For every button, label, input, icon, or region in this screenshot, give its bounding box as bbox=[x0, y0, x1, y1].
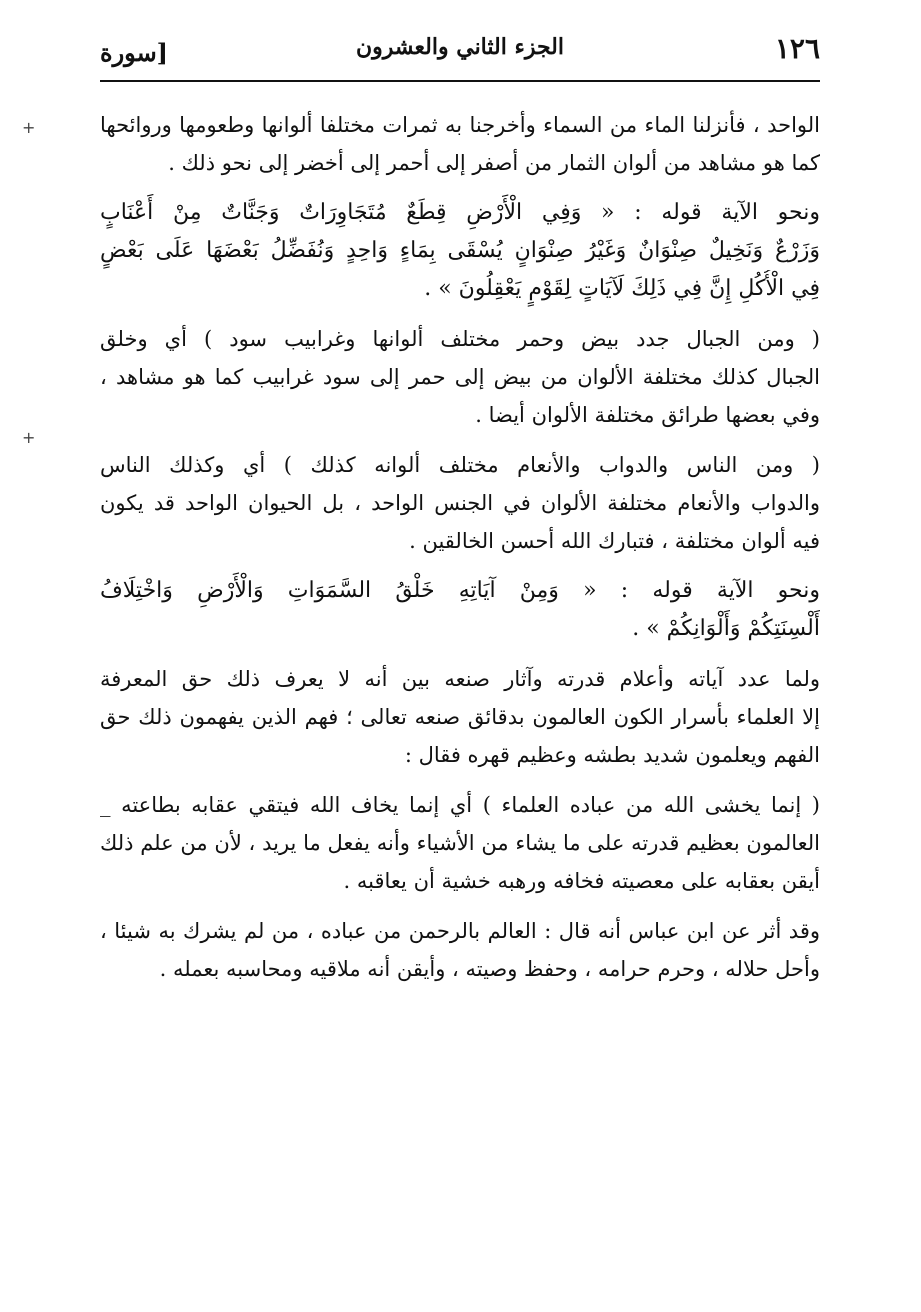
page-body bbox=[100, 106, 820, 1000]
quran-verse-paragraph bbox=[100, 194, 820, 308]
text-line: العالمون بعظيم قدرته على ما يشاء من الأشياء وأنه يفعل ما يريد ، لأن من علم ذلك bbox=[100, 831, 820, 855]
text-line: الجبال كذلك مختلفة الألوان من بيض إلى حمر إلى سود غرابيب كما هو مشاهد ، bbox=[100, 365, 820, 389]
quran-verse-paragraph bbox=[100, 572, 820, 648]
surah-label: [سورة bbox=[100, 38, 169, 67]
text-line: إلا العلماء بأسرار الكون العالمون بدقائق صنعه تعالى ؛ فهم الذين يفهمون ذلك حق bbox=[100, 705, 820, 729]
text-line: ( إنما يخشى الله من عباده العلماء ) أي إنما يخاف الله فيتقي عقابه بطاعته _ bbox=[100, 793, 820, 817]
text-line: فِي الْأُكُلِ إِنَّ فِي ذَلِكَ لَآيَاتٍ لِقَوْمٍ يَعْقِلُونَ » . bbox=[424, 276, 820, 301]
text-paragraph bbox=[100, 106, 820, 182]
text-line: الواحد ، فأنزلنا الماء من السماء وأخرجنا به ثمرات مختلفا ألوانها وطعومها وروائحها bbox=[100, 113, 820, 137]
text-line: فيه ألوان مختلفة ، فتبارك الله أحسن الخالقين . bbox=[409, 529, 820, 553]
text-line: أَلْسِنَتِكُمْ وَأَلْوَانِكُمْ » . bbox=[632, 616, 820, 641]
page-header bbox=[100, 32, 820, 78]
text-line: والدواب والأنعام مختلفة الألوان في الجنس الواحد ، بل الحيوان الواحد قد يكون bbox=[100, 491, 820, 515]
text-line: ( ومن الجبال جدد بيض وحمر مختلف ألوانها وغرابيب سود ) أي وخلق bbox=[100, 327, 820, 351]
margin-mark: + bbox=[22, 428, 36, 447]
text-line: الفهم ويعلمون شديد بطشه وعظيم قهره فقال : bbox=[404, 743, 820, 767]
header-rule bbox=[100, 80, 820, 82]
text-line: وأحل حلاله ، وحرم حرامه ، وحفظ وصيته ، وأيقن أنه ملاقيه ومحاسبه بعمله . bbox=[159, 957, 820, 981]
text-paragraph bbox=[100, 660, 820, 774]
text-line: ( ومن الناس والدواب والأنعام مختلف ألوانه كذلك ) أي وكذلك الناس bbox=[100, 453, 820, 477]
margin-mark: + bbox=[22, 118, 36, 137]
page-number: ١٢٦ bbox=[774, 32, 820, 65]
text-line: ولما عدد آياته وأعلام قدرته وآثار صنعه بين أنه لا يعرف ذلك حق المعرفة bbox=[100, 667, 820, 691]
text-paragraph bbox=[100, 446, 820, 560]
text-line: وقد أثر عن ابن عباس أنه قال : العالم بالرحمن من عباده ، من لم يشرك به شيئا ، bbox=[100, 919, 820, 943]
text-line: ونحو الآية قوله : « وَمِنْ آيَاتِهِ خَلْقُ السَّمَوَاتِ وَالْأَرْضِ وَاخْتِلَافُ bbox=[100, 578, 820, 603]
text-line: أيقن بعقابه على معصيته فخافه ورهبه خشية أن يعاقبه . bbox=[343, 869, 820, 893]
text-line: كما هو مشاهد من ألوان الثمار من أصفر إلى أحمر إلى أخضر إلى نحو ذلك . bbox=[168, 151, 820, 175]
text-line: وَزَرْعٌ وَنَخِيلٌ صِنْوَانٌ وَغَيْرُ صِنْوَانٍ يُسْقَى بِمَاءٍ وَاحِدٍ وَنُفَضِّلُ بَعْضَهَا عَلَى بَعْضٍ bbox=[100, 238, 820, 263]
text-paragraph bbox=[100, 786, 820, 900]
text-line: وفي بعضها طرائق مختلفة الألوان أيضا . bbox=[475, 403, 820, 427]
text-paragraph bbox=[100, 320, 820, 434]
text-paragraph bbox=[100, 912, 820, 988]
running-title: الجزء الثاني والعشرون bbox=[355, 34, 565, 60]
text-line: ونحو الآية قوله : « وَفِي الْأَرْضِ قِطَعٌ مُتَجَاوِرَاتٌ وَجَنَّاتٌ مِنْ أَعْنَابٍ bbox=[100, 200, 820, 225]
